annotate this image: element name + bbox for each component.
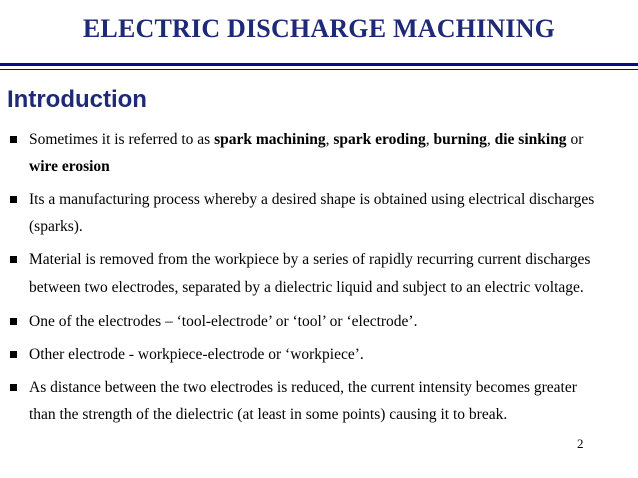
- bold-term: burning: [433, 131, 487, 148]
- square-bullet-icon: [10, 196, 17, 203]
- bullet-item: [0, 186, 600, 240]
- bold-term: spark machining: [214, 131, 326, 148]
- text-run: One of the electrodes – ‘tool-electrode’ or ‘tool’ or ‘electrode’.: [29, 313, 418, 330]
- bullet-item: [0, 246, 600, 302]
- square-bullet-icon: [10, 136, 17, 143]
- text-run: Sometimes it is referred to as: [29, 131, 215, 148]
- section-heading: Introduction: [7, 86, 147, 113]
- page-number: 2: [577, 436, 584, 451]
- bullet-item: [0, 308, 600, 335]
- slide-title: ELECTRIC DISCHARGE MACHINING: [82, 14, 556, 43]
- bullet-item: [0, 341, 600, 368]
- bold-term: wire erosion: [29, 158, 110, 175]
- text-run: ,: [325, 131, 334, 148]
- title-rule-thin: [0, 69, 638, 70]
- bold-term: die sinking: [494, 131, 567, 148]
- bold-term: spark eroding: [333, 131, 426, 148]
- bullet-text: [29, 131, 583, 175]
- bullet-text: [29, 191, 594, 235]
- square-bullet-icon: [10, 384, 17, 391]
- text-run: Other electrode - workpiece-electrode or ‘workpiece’.: [29, 346, 364, 363]
- square-bullet-icon: [10, 256, 17, 263]
- square-bullet-icon: [10, 351, 17, 358]
- bullet-text: [29, 251, 590, 296]
- text-run: ,: [486, 131, 495, 148]
- text-run: Its a manufacturing process whereby a desired shape is obtained using electrical discharges (sparks).: [29, 191, 595, 235]
- text-run: As distance between the two electrodes is reduced, the current intensity becomes greater than the strength of the dielectric (at least in some points) causing it to break.: [29, 379, 577, 423]
- bullet-text: [29, 313, 417, 330]
- bullet-text: [29, 346, 364, 363]
- text-run: or: [566, 131, 584, 148]
- square-bullet-icon: [10, 318, 17, 325]
- text-run: Material is removed from the workpiece by a series of rapidly recurring current discharges between two electrodes, separated by a dielectric liquid and subject to an electric voltage.: [29, 251, 591, 296]
- bullet-item: [0, 374, 600, 428]
- text-run: ,: [425, 131, 434, 148]
- bullet-text: [29, 379, 577, 423]
- bullet-item: [0, 126, 600, 180]
- title-rule-thick: [0, 63, 638, 66]
- bullet-list: [0, 126, 600, 434]
